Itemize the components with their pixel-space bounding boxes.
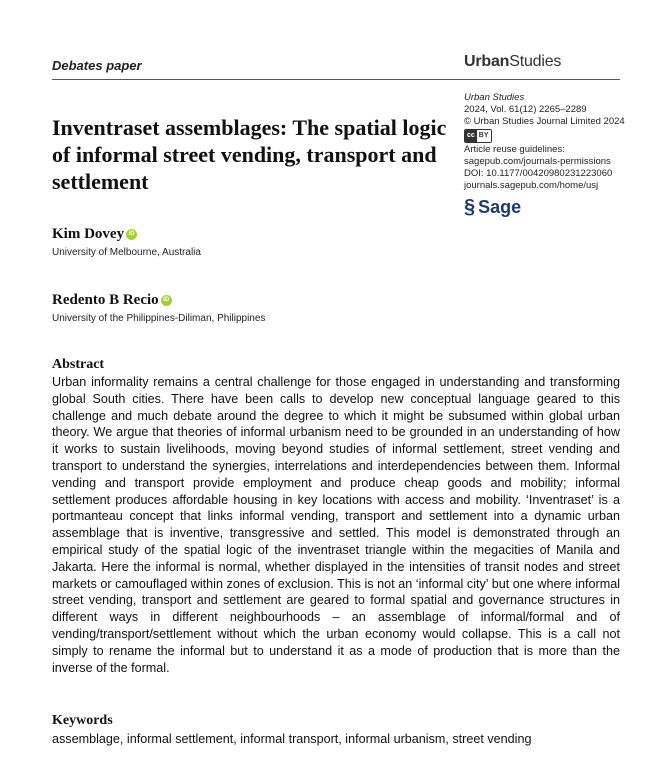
- cc-label: cc: [465, 130, 477, 142]
- sage-wordmark: Sage: [478, 197, 522, 217]
- author-name: [52, 292, 265, 309]
- author-affiliation: University of Melbourne, Australia: [52, 247, 201, 258]
- abstract-body: Urban informality remains a central challenge for those engaged in understanding and transforming global South cities. There have been calls to develop new conceptual language geared to this challenge and much debate around the degree to which it might be subsumed within global urban theory. We argue that theories of informal urbanism need to be grounded in an understanding of how it works to sustain livelihoods, moving beyond studies of informal settlement, street vending and transport to understand the synergies, interrelations and interdependencies between them. Informal vending and transport provide employment and produce cheap goods and mobility; informal settlement produces affordable housing in key locations with access and mobility. ‘Inventraset’ is a portmanteau concept that links informal vending, transport and settlement into a dynamic urban assemblage that is inventive, transgressive and settled. This model is demonstrated through an empirical study of the spatial logic of the inventraset triangle within the megacities of Manila and Jakarta. Here the informal is normal, whether displayed in the intensities of transit nodes and street markets or camouflaged within zones of exclusion. This is not an ‘informal city’ but one where informal street vending, transport and settlement are geared to formal spatial and governance structures in different ways in different neighbourhoods – an assemblage of informal/formal and of vending/transport/settlement without which the urban economy would collapse. This is a call not simply to rename the informal but to understand it as a mode of production that is more than the inverse of the formal.: [52, 375, 620, 675]
- author-block: [52, 226, 201, 258]
- abstract-heading: Abstract: [52, 357, 105, 372]
- author-affiliation: University of the Philippines-Diliman, Philippines: [52, 313, 266, 324]
- journal-logo-light: Studies: [509, 53, 562, 70]
- author-name-text: Redento B Recio: [52, 292, 159, 308]
- journal-logo-bold: Urban: [464, 53, 510, 70]
- keywords-list: assemblage, informal settlement, informal transport, informal urbanism, street vending: [52, 732, 532, 746]
- reuse-link[interactable]: sagepub.com/journals-permissions: [464, 156, 611, 167]
- sage-logo: [464, 198, 634, 216]
- journal-home-link[interactable]: journals.sagepub.com/home/usj: [464, 180, 599, 191]
- header-rule: [52, 79, 620, 80]
- orcid-icon[interactable]: iD: [126, 229, 137, 240]
- doi[interactable]: DOI: 10.1177/00420980231223060: [464, 168, 613, 179]
- sage-s-icon: §: [464, 196, 476, 218]
- journal-logo: [464, 53, 561, 71]
- cc-by-icon[interactable]: [464, 129, 492, 143]
- reuse-label: Article reuse guidelines:: [464, 144, 565, 155]
- article-title: Inventraset assemblages: The spatial logic of informal street vending, transport and settlement: [52, 115, 447, 194]
- keywords-heading: Keywords: [52, 713, 113, 728]
- author-name-text: Kim Dovey: [52, 226, 125, 242]
- article-metadata: [464, 92, 634, 216]
- citation: 2024, Vol. 61(12) 2265–2289: [464, 104, 587, 115]
- journal-name: Urban Studies: [464, 92, 525, 103]
- license-row: [464, 129, 634, 143]
- copyright: © Urban Studies Journal Limited 2024: [464, 116, 625, 127]
- author-name: [52, 226, 201, 243]
- section-label: Debates paper: [52, 58, 142, 73]
- by-label: BY: [477, 130, 491, 142]
- author-block: [52, 292, 265, 324]
- orcid-icon[interactable]: iD: [161, 295, 172, 306]
